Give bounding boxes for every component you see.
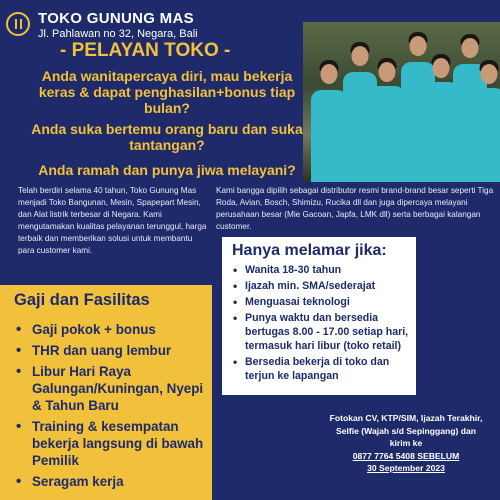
benefit-item: • Gaji pokok + bonus (14, 321, 210, 338)
requirement-item: • Bersedia bekerja di toko dan terjun ke lapangan (232, 355, 418, 383)
benefits-box (0, 285, 212, 500)
contact-phone: 0877 7764 5408 SEBELUM (352, 450, 460, 461)
benefit-item: • Training & kesempatan bekerja langsung di bawah Pemilik (14, 418, 210, 469)
benefit-item: • Seragam kerja (14, 473, 210, 490)
requirement-item: • Wanita 18-30 tahun (232, 263, 418, 277)
brand-name: TOKO GUNUNG MAS (38, 10, 194, 27)
application-instructions (300, 412, 500, 475)
requirement-item: • Menguasai teknologi (232, 295, 418, 309)
logo-icon (6, 12, 30, 36)
requirement-item: • Ijazah min. SMA/sederajat (232, 279, 418, 293)
benefit-item: • Libur Hari Raya Galungan/Kuningan, Nyepi & Tahun Baru (14, 363, 210, 414)
requirements-title: Hanya melamar jika: (232, 242, 387, 259)
requirement-item: • Punya waktu dan bersedia bertugas 8.00 - 17.00 setiap hari, termasuk hari libur (toko retail) (232, 311, 418, 353)
question-3: Anda ramah dan punya jiwa melayani? (38, 162, 296, 178)
question-2: Anda suka bertemu orang baru dan suka tantangan? (31, 121, 303, 153)
page-title: - PELAYAN TOKO - (60, 40, 231, 61)
requirements-list (232, 263, 418, 385)
about-company-paragraph: Telah berdiri selama 40 tahun, Toko Gunung Mas menjadi Toko Bangunan, Mesin, Spapepart Mesin, dan Alat listrik terbesar di Negara. Kami mengutamakan kualitas pelayanan terunggul, harga terbaik dan memberikan solusi untuk membantu para customer kami. (18, 186, 207, 255)
benefits-list (14, 321, 210, 494)
instructions-line-2: Selfie (Wajah s/d Sepinggang) dan (335, 425, 477, 436)
application-deadline: 30 September 2023 (367, 463, 445, 473)
requirements-box (222, 237, 416, 395)
instructions-line-1: Fotokan CV, KTP/SIM, Ijazah Terakhir, (329, 413, 483, 423)
brand-address: Jl. Pahlawan no 32, Negara, Bali (38, 28, 198, 40)
benefit-item: • THR dan uang lembur (14, 342, 210, 359)
distributor-paragraph: Kami bangga dipilih sebagai distributor resmi brand-brand besar seperti Tiga Roda, Avian, Bosch, Shimizu, Rucika dll dan juga dipercaya melayani perusahaan besar (Mie Gacoan, Japfa, LMK dll) serta berbagai kalangan customer. (216, 186, 494, 231)
instructions-line-3: kirim ke (389, 438, 423, 448)
question-1: Anda wanitapercaya diri, mau bekerja keras & dapat penghasilan+bonus tiap bulan? (38, 68, 296, 116)
staff-photo (303, 22, 500, 182)
benefits-title: Gaji dan Fasilitas (14, 291, 150, 309)
